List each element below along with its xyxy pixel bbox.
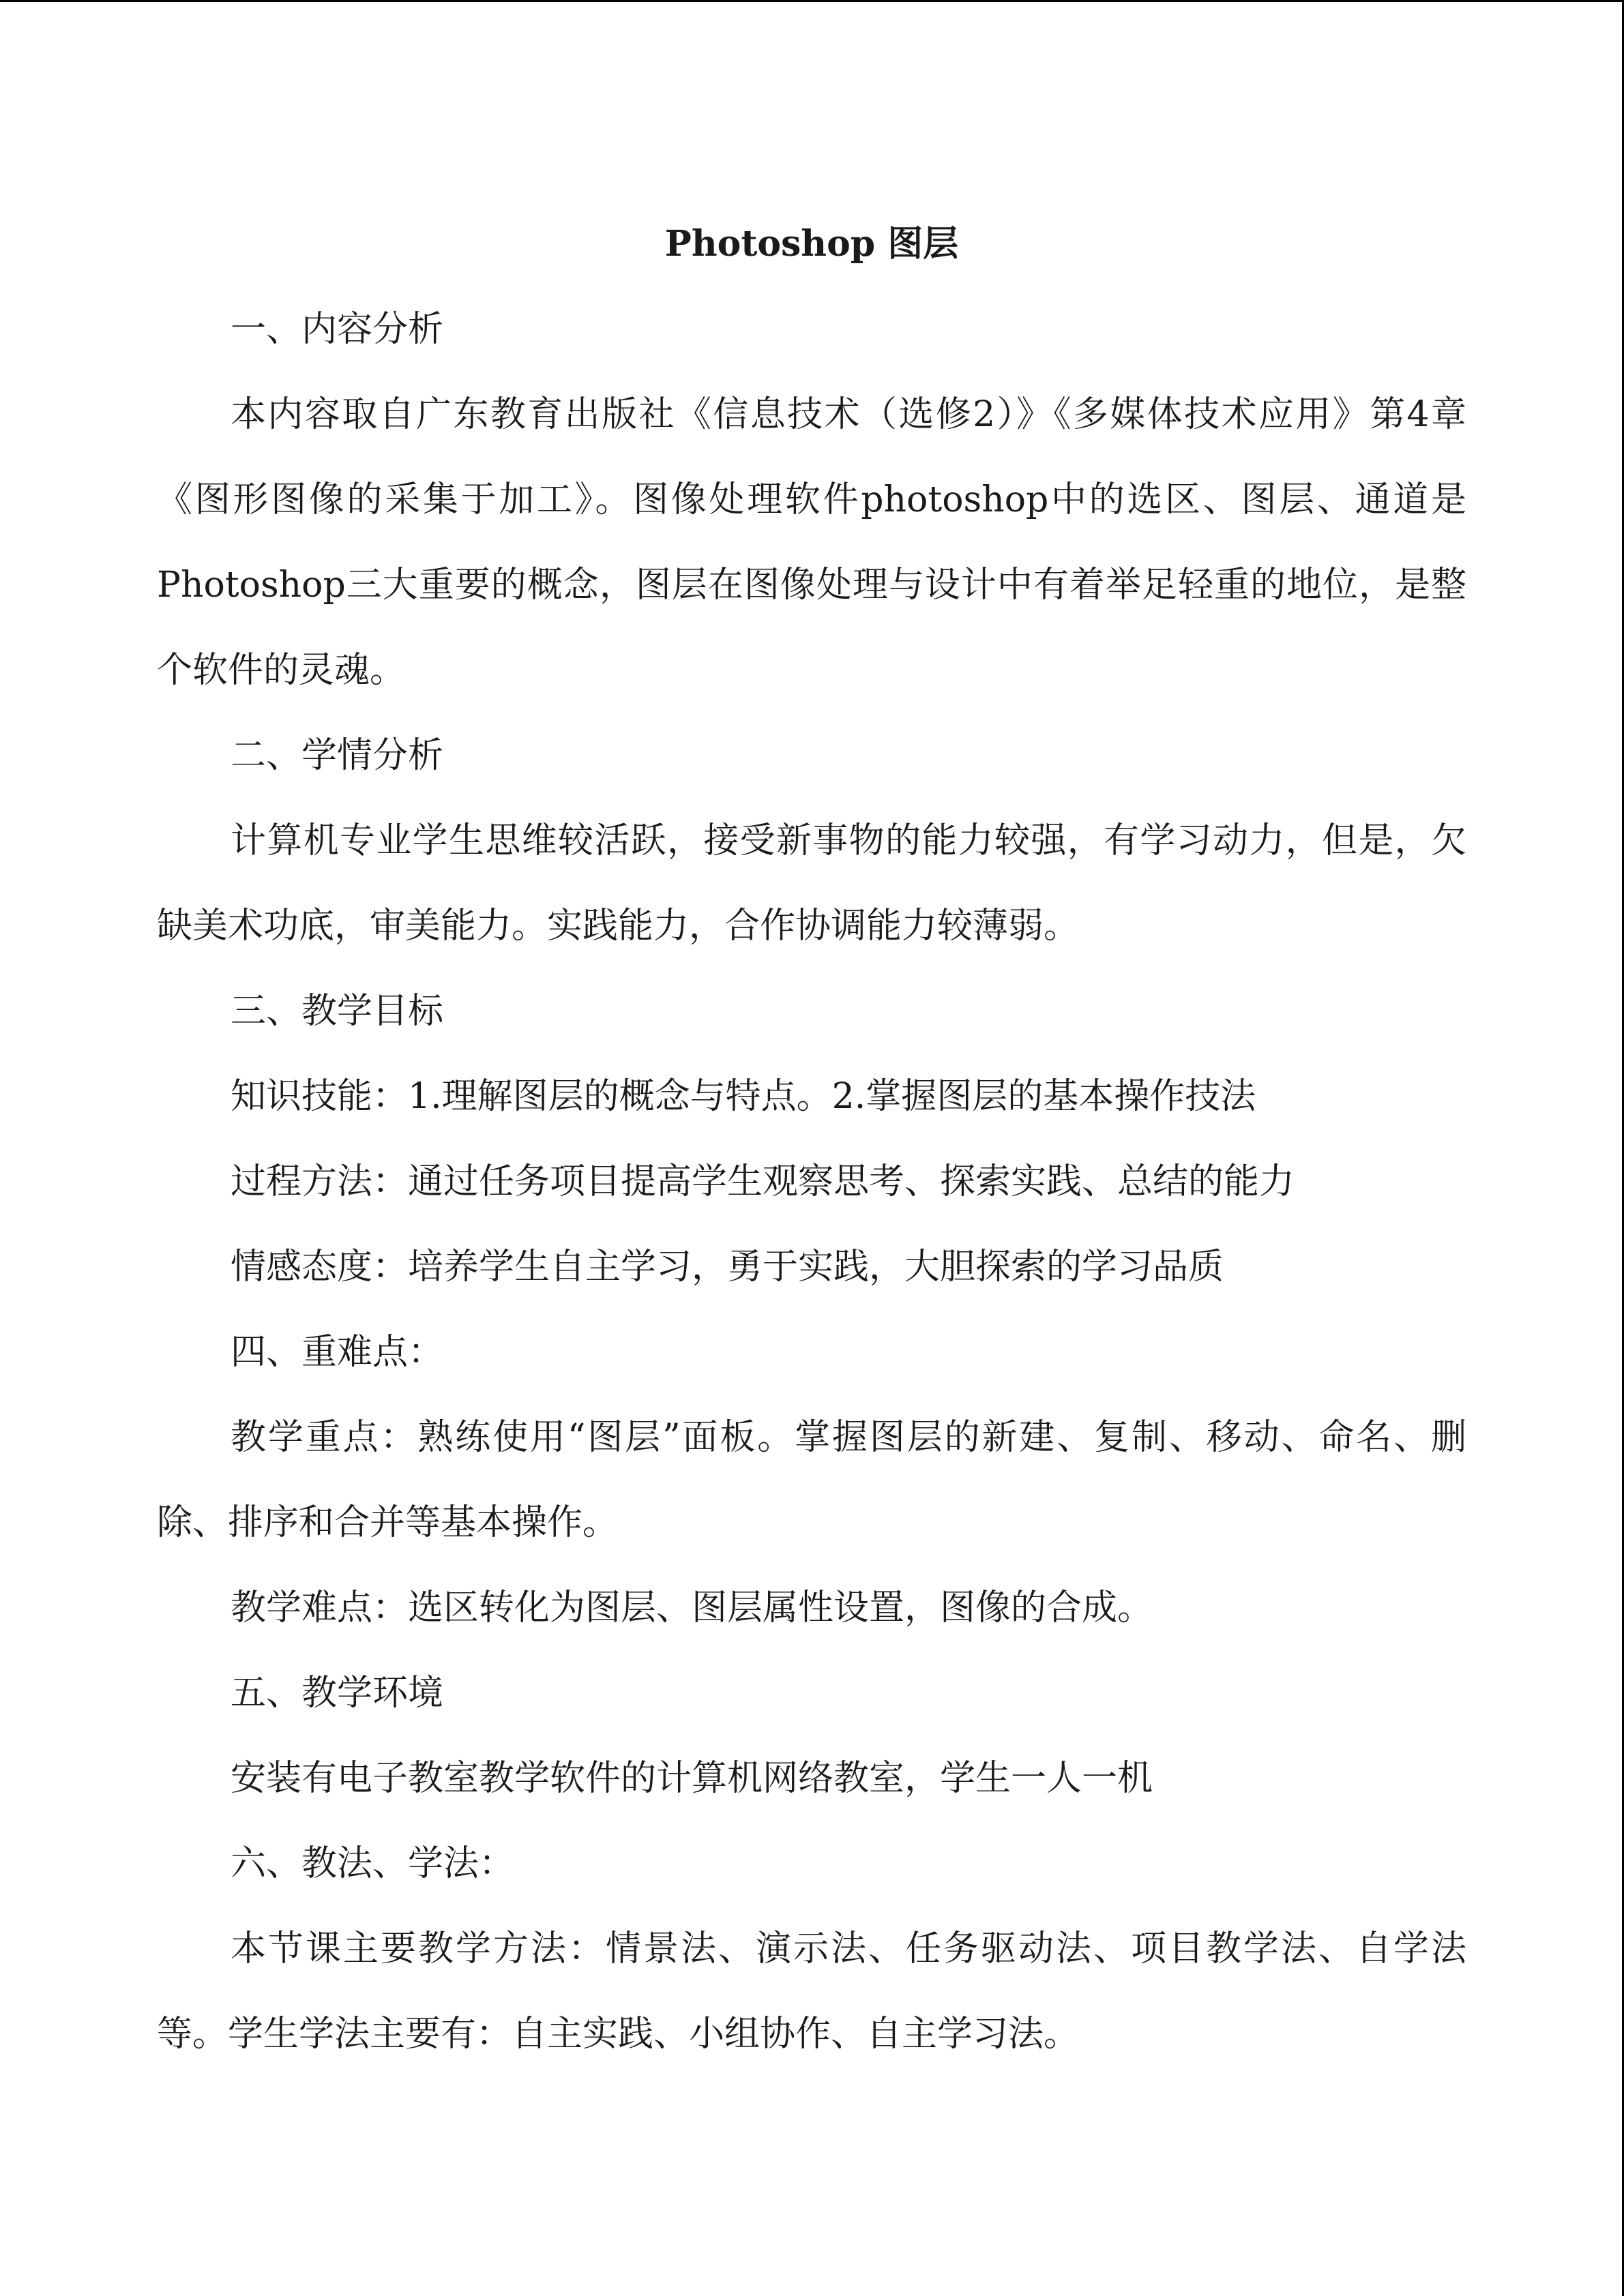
section-heading-content-analysis: 一、内容分析 bbox=[231, 309, 444, 350]
section-heading-teaching-goals: 三、教学目标 bbox=[231, 991, 444, 1032]
paragraph-content-analysis: 本内容取自广东教育出版社《信息技术（选修2）》《多媒体技术应用》第4章《图形图像的采集于加工》。图像处理软件photoshop中的选区、图层、通道是Photoshop三大重要的概念，图层在图像处理与设计中有着举足轻重的地位，是整个软件的灵魂。 bbox=[157, 394, 1466, 691]
paragraph-emotional-attitude: 情感态度：培养学生自主学习，勇于实践，大胆探索的学习品质 bbox=[231, 1247, 1224, 1287]
section-heading-methods: 六、教法、学法： bbox=[231, 1843, 515, 1884]
section-heading-teaching-environment: 五、教学环境 bbox=[231, 1673, 444, 1714]
document-body bbox=[157, 201, 1466, 2077]
paragraph-teaching-environment: 安装有电子教室教学软件的计算机网络教室，学生一人一机 bbox=[231, 1758, 1153, 1799]
paragraph-student-analysis: 计算机专业学生思维较活跃，接受新事物的能力较强，有学习动力，但是，欠缺美术功底，审美能力。实践能力，合作协调能力较薄弱。 bbox=[157, 820, 1466, 946]
paragraph-knowledge-skills: 知识技能：1.理解图层的概念与特点。2.掌握图层的基本操作技法 bbox=[231, 1076, 1256, 1117]
paragraph-teaching-focus: 教学重点：熟练使用“图层”面板。掌握图层的新建、复制、移动、命名、删除、排序和合并等基本操作。 bbox=[157, 1417, 1466, 1543]
section-heading-key-points: 四、重难点： bbox=[231, 1332, 444, 1373]
section-heading-student-analysis: 二、学情分析 bbox=[231, 735, 444, 776]
paragraph-teaching-difficulty: 教学难点：选区转化为图层、图层属性设置，图像的合成。 bbox=[231, 1587, 1153, 1628]
document-title: Photoshop 图层 bbox=[664, 223, 959, 265]
paragraph-process-methods: 过程方法：通过任务项目提高学生观察思考、探索实践、总结的能力 bbox=[231, 1161, 1295, 1202]
paragraph-methods: 本节课主要教学方法：情景法、演示法、任务驱动法、项目教学法、自学法等。学生学法主要有：自主实践、小组协作、自主学习法。 bbox=[157, 1928, 1466, 2055]
